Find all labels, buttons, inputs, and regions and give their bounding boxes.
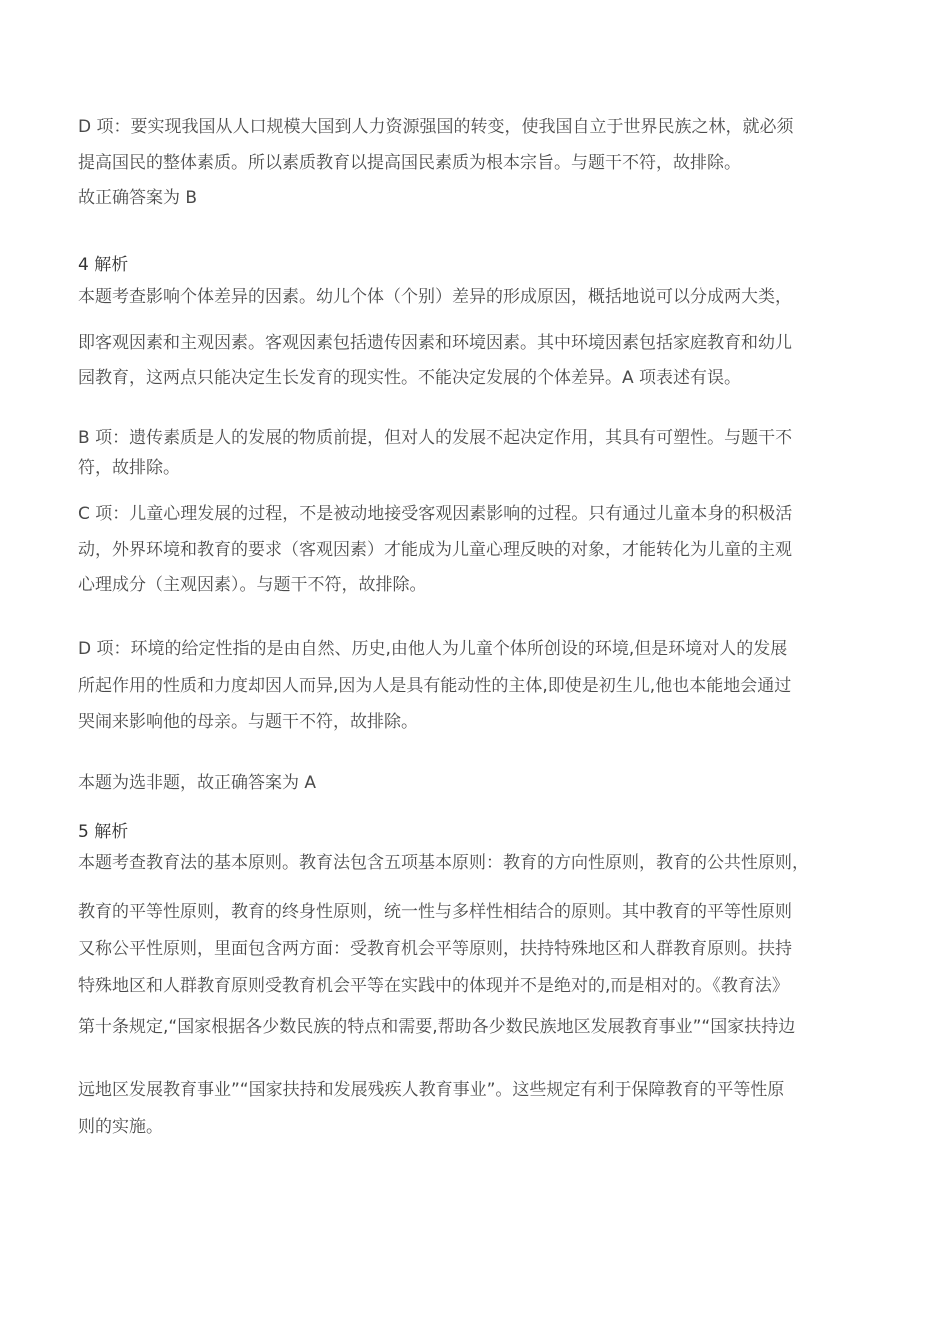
text-line: 本题考查教育法的基本原则。教育法包含五项基本原则：教育的方向性原则，教育的公共性原则， <box>78 853 809 873</box>
text-line: 所起作用的性质和力度却因人而异,因为人是具有能动性的主体,即使是初生儿,他也本能地会通过 <box>78 676 792 696</box>
text-line: C 项：儿童心理发展的过程，不是被动地接受客观因素影响的过程。只有通过儿童本身的积极活 <box>78 504 793 524</box>
text-line: 远地区发展教育事业”“国家扶持和发展残疾人教育事业”。这些规定有利于保障教育的平等性原 <box>78 1080 785 1100</box>
text-line: 第十条规定,“国家根据各少数民族的特点和需要,帮助各少数民族地区发展教育事业”“国家扶持边 <box>78 1017 796 1037</box>
text-line: B 项：遗传素质是人的发展的物质前提，但对人的发展不起决定作用，其具有可塑性。与题干不 <box>78 428 793 448</box>
text-line: 符，故排除。 <box>78 458 180 478</box>
text-line: 本题为选非题，故正确答案为 A <box>78 773 317 793</box>
text-line: 提高国民的整体素质。所以素质教育以提高国民素质为根本宗旨。与题干不符，故排除。 <box>78 153 741 173</box>
text-line: 哭闹来影响他的母亲。与题干不符，故排除。 <box>78 712 418 732</box>
section-heading: 4 解析 <box>78 255 129 275</box>
text-line: 特殊地区和人群教育原则受教育机会平等在实践中的体现并不是绝对的,而是相对的。《教育法》 <box>78 976 789 996</box>
section-heading: 5 解析 <box>78 822 129 842</box>
text-line: D 项：要实现我国从人口规模大国到人力资源强国的转变，使我国自立于世界民族之林，就必须 <box>78 117 794 137</box>
text-line: 即客观因素和主观因素。客观因素包括遗传因素和环境因素。其中环境因素包括家庭教育和幼儿 <box>78 333 792 353</box>
text-line: 则的实施。 <box>78 1117 163 1137</box>
text-line: D 项：环境的给定性指的是由自然、历史,由他人为儿童个体所创设的环境,但是环境对人的发展 <box>78 639 788 659</box>
text-line: 又称公平性原则，里面包含两方面：受教育机会平等原则，扶持特殊地区和人群教育原则。扶持 <box>78 939 792 959</box>
text-line: 教育的平等性原则，教育的终身性原则，统一性与多样性相结合的原则。其中教育的平等性原则 <box>78 902 792 922</box>
text-line: 心理成分（主观因素）。与题干不符，故排除。 <box>78 575 427 595</box>
text-line: 本题考查影响个体差异的因素。幼儿个体（个别）差异的形成原因，概括地说可以分成两大类， <box>78 287 792 307</box>
text-line: 园教育，这两点只能决定生长发育的现实性。不能决定发展的个体差异。A 项表述有误。 <box>78 368 742 388</box>
text-line: 动，外界环境和教育的要求（客观因素）才能成为儿童心理反映的对象，才能转化为儿童的主观 <box>78 540 792 560</box>
text-line: 故正确答案为 B <box>78 188 198 208</box>
